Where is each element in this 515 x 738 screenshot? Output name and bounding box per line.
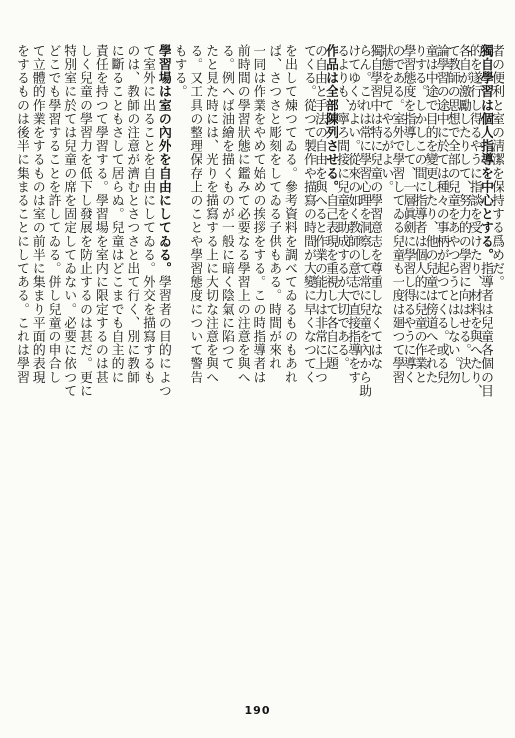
left-column xyxy=(109,44,124,684)
body-text: て室外に出ることを自由にしてゐる。外交を描寫するも xyxy=(140,44,156,384)
bold-heading-text: 學習場は室の內外を自由にしてゐる。 xyxy=(155,44,171,276)
body-text: る。又工具の整理保存上のことや學習態度について警告 xyxy=(187,44,203,384)
body-text: 論學習の途中に於ては種々の事柄が起つてくる。或る兒 xyxy=(433,44,449,384)
body-text: ば、さつさと彫刻をしてゐる子供もある。時間が來れ xyxy=(266,44,282,371)
left-column xyxy=(266,44,281,684)
left-column xyxy=(172,44,187,684)
body-text: る。例へば油繪を描くものが一般に暗く陰氣に陷つて xyxy=(218,44,234,371)
body-text: 的を遂行し得るやうに指談を受けたり、材料を與へたり、 xyxy=(466,44,482,398)
body-text: たと見た時には、光りを描寫する上に大切な注意を與へ xyxy=(203,44,219,384)
left-column xyxy=(46,44,61,684)
body-text: てくる。從つて製作や描寫の時間が大變に早くなつてく xyxy=(301,44,316,384)
left-column xyxy=(282,44,297,684)
left-column xyxy=(77,44,92,684)
body-text: 童は中途で目的を變更したり、他の兒童は傍道へそれた xyxy=(422,44,438,384)
body-text: のである。室外で學習してゐる兒童も一度は廻つて學習 xyxy=(389,44,405,384)
body-text: 各自が激勵したりして、努力的の學習に向はせる。決し xyxy=(455,44,471,384)
left-column xyxy=(140,44,155,684)
left-column xyxy=(235,44,250,684)
body-text: もする。 xyxy=(171,44,187,99)
left-column xyxy=(124,44,139,684)
left-column xyxy=(14,44,29,684)
left-column xyxy=(93,44,108,684)
left-column xyxy=(30,44,45,684)
bold-heading-text: 作品は全部陳列させる。 xyxy=(323,44,339,194)
body-text: 狀態を見てやるがよい。 xyxy=(378,44,394,194)
body-text: 前時間の學習狀態に鑑みて必要なる學習上の注意を與へ xyxy=(234,44,250,384)
left-column xyxy=(203,44,218,684)
body-text: 一同は作業をやめて始めの挨拶をする。この時指導者は xyxy=(250,44,266,384)
left-column xyxy=(250,44,265,684)
body-text: 責任を持つて學習する。學習場を室内に限定するのは甚 xyxy=(92,44,108,384)
body-text: 獨自學習中は特に兒童の學習意志を尊重しなくてはな xyxy=(367,44,383,371)
body-text: るよりも、寧ろ間接に兒童を助成するが大切である。 xyxy=(334,44,350,371)
body-text: 學習態度を指導して、一層眞劍に學習し得るやうに導く xyxy=(400,44,416,384)
body-text: しく兒童の學習力を低下し發展を防止するのは甚だ。更に xyxy=(77,44,93,398)
body-text: 指導者は兒童各個の目 xyxy=(477,261,493,398)
body-text: 學習者の目的によつ xyxy=(155,275,171,398)
body-text: 者の便利と室の淸潔を保持する爲めだ。 xyxy=(489,44,504,289)
body-text: をするものは後半に集まることにしてある。これは學習 xyxy=(14,44,29,384)
body-text: て立體的作業をするものは室の前半に集まり平面的表現 xyxy=(29,44,45,384)
body-text: のは、教師の注意が濟むとさつさと出て行く、別に教師 xyxy=(124,44,140,384)
left-column xyxy=(156,44,171,684)
body-text: の自由と手法の自由を與へると作業の能力は非常に上つ xyxy=(312,44,328,384)
page-number: 190 xyxy=(244,704,271,717)
left-column xyxy=(219,44,234,684)
body-text: に斷ることもさして居らぬ。兒童はどこまでも自主的に xyxy=(108,44,124,384)
left-column xyxy=(187,44,202,684)
body-text: どこでも學習することを許してゐる。併し兒童の申合し xyxy=(45,44,61,384)
bold-heading-text: 獨自學習は個人指導を中心とする。 xyxy=(477,44,493,262)
body-text: て教師の思想で全部の兒童をあやつらうとはしない。勿 xyxy=(444,44,460,384)
body-text: 自己表現を重視して各自に題 xyxy=(323,193,339,371)
right-column xyxy=(488,44,504,684)
body-text: けてゆくがよい。從來の如く教師の意志で直接指導をす xyxy=(345,44,361,384)
body-text: らん。これは常に學習心理を洞察して常に兒童を內から助 xyxy=(356,44,372,398)
body-text: りする。しかしこの間に指導者は個人的に兒童の作業と xyxy=(411,44,427,384)
body-text: を出して煉つてゐる。參考資料を調べてゐるものもあれ xyxy=(282,44,297,384)
body-text: 特別室に於ては兒童の席を固定してゐない。必要に依つて xyxy=(61,44,77,398)
left-column xyxy=(61,44,76,684)
